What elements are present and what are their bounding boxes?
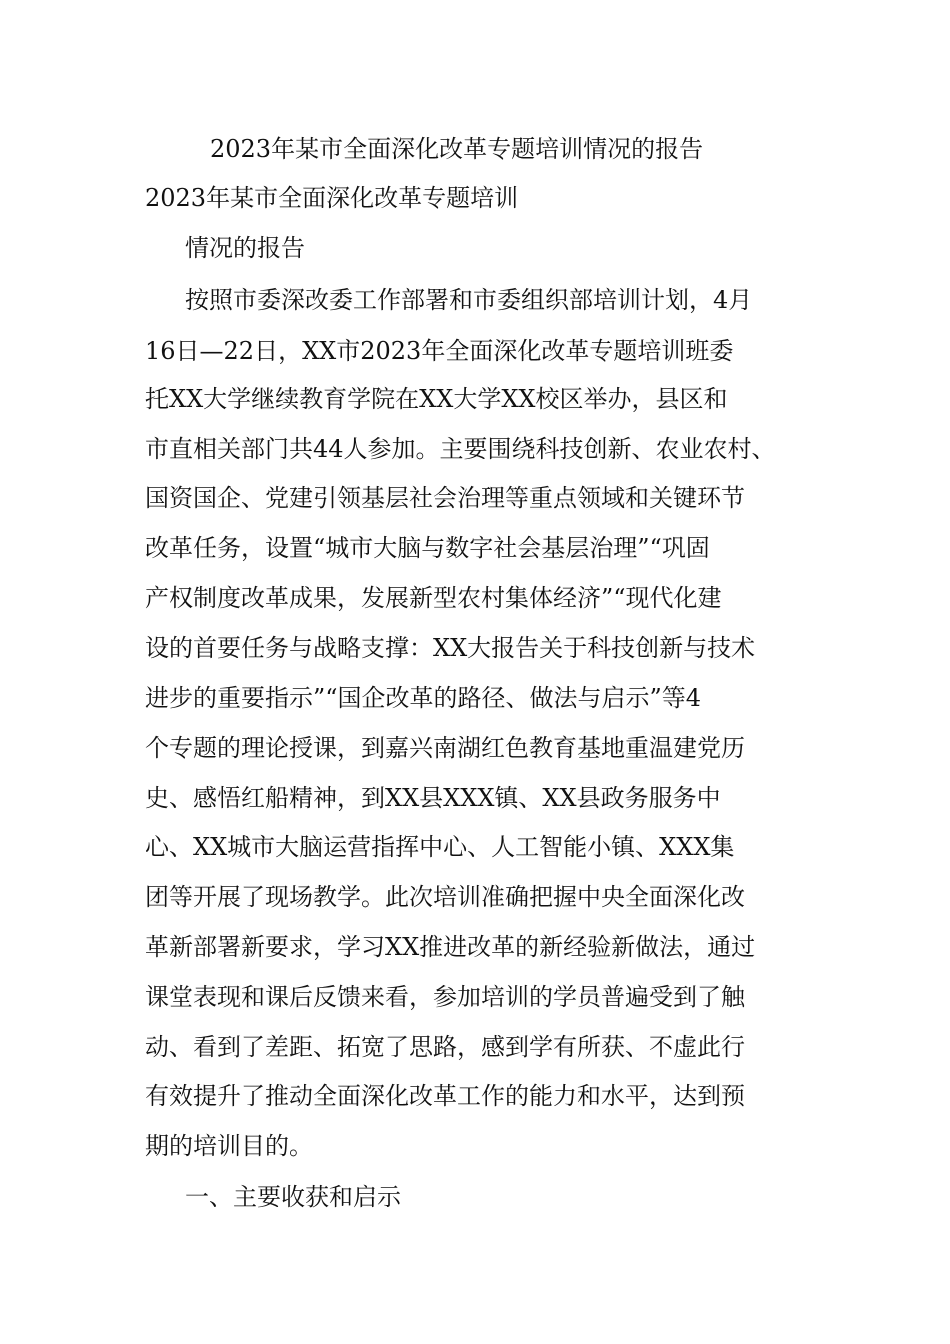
body-line: 16日—22日，XX市2023年全面深化改革专题培训班委 — [145, 337, 734, 365]
body-line: 产权制度改革成果，发展新型农村集体经济”“现代化建 — [145, 584, 722, 612]
body-line: 托XX大学继续教育学院在XX大学XX校区举办，县区和 — [145, 385, 728, 413]
body-line: 团等开展了现场教学。此次培训准确把握中央全面深化改 — [145, 883, 745, 911]
body-line: 革新部署新要求，学习XX推进改革的新经验新做法，通过 — [145, 933, 756, 961]
body-line: 课堂表现和课后反馈来看，参加培训的学员普遍受到了触 — [145, 983, 745, 1011]
body-line: 市直相关部门共44人参加。主要围绕科技创新、农业农村、 — [145, 435, 776, 463]
document-subtitle-line-2: 情况的报告 — [185, 234, 305, 262]
document-subtitle-line-1: 2023年某市全面深化改革专题培训 — [145, 184, 519, 212]
body-line: 有效提升了推动全面深化改革工作的能力和水平，达到预 — [145, 1082, 745, 1110]
body-line: 进步的重要指示”“国企改革的路径、做法与启示”等4 — [145, 684, 702, 712]
body-line: 设的首要任务与战略支撑：XX大报告关于科技创新与技术 — [145, 634, 756, 662]
body-line: 动、看到了差距、拓宽了思路，感到学有所获、不虚此行 — [145, 1033, 745, 1061]
document-title: 2023年某市全面深化改革专题培训情况的报告 — [210, 135, 704, 163]
body-line: 国资国企、党建引领基层社会治理等重点领域和关键环节 — [145, 484, 745, 512]
section-heading: 一、主要收获和启示 — [185, 1183, 401, 1211]
body-line: 期的培训目的。 — [145, 1132, 313, 1160]
body-line: 史、感悟红船精神，到XX县XXX镇、XX县政务服务中 — [145, 784, 721, 812]
body-line: 改革任务，设置“城市大脑与数字社会基层治理”“巩固 — [145, 534, 710, 562]
body-line: 按照市委深改委工作部署和市委组织部培训计划，4月 — [185, 286, 753, 314]
body-line: 心、XX城市大脑运营指挥中心、人工智能小镇、XXX集 — [145, 833, 735, 861]
body-line: 个专题的理论授课，到嘉兴南湖红色教育基地重温建党历 — [145, 734, 745, 762]
